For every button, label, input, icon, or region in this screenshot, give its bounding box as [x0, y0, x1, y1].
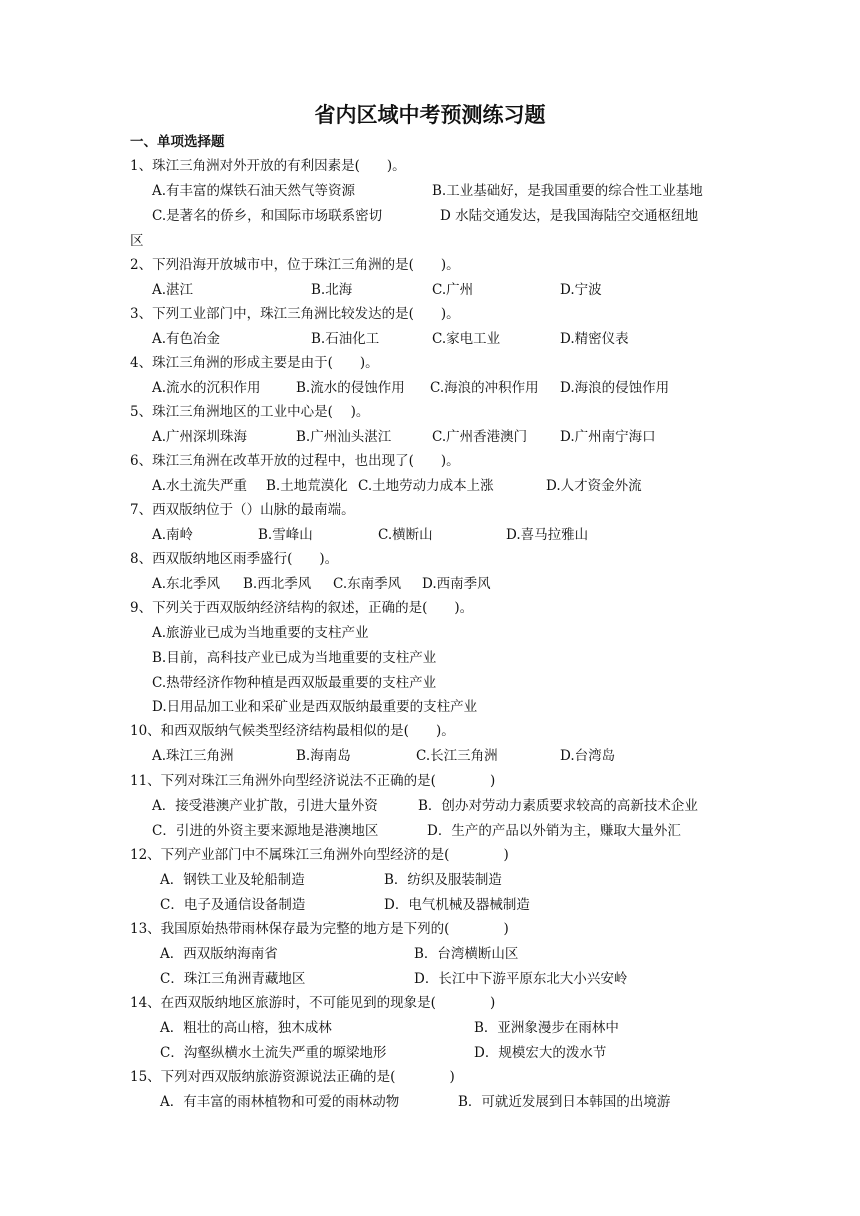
question-14-option-d: D．规模宏大的泼水节: [474, 1045, 607, 1061]
question-7-stem: 7、西双版纳位于（）山脉的最南端。: [130, 502, 355, 518]
question-2-stem: 2、下列沿海开放城市中，位于珠江三角洲的是( )。: [130, 257, 460, 273]
question-11-stem: 11、下列对珠江三角洲外向型经济说法不正确的是( ): [130, 773, 496, 789]
question-6-option-c: C.土地劳动力成本上涨: [358, 478, 494, 494]
question-2-option-d: D.宁波: [560, 282, 602, 298]
question-1-stem: 1、珠江三角洲对外开放的有利因素是( )。: [130, 158, 406, 174]
question-7-option-c: C.横断山: [378, 527, 433, 543]
question-5-stem: 5、珠江三角洲地区的工业中心是( )。: [130, 404, 370, 420]
question-15-stem: 15、下列对西双版纳旅游资源说法正确的是( ): [130, 1069, 455, 1085]
question-10-stem: 10、和西双版纳气候类型经济结构最相似的是( )。: [130, 723, 455, 739]
question-12-option-c: C．电子及通信设备制造: [160, 897, 306, 913]
question-1-option-d: D 水陆交通发达，是我国海陆空交通枢纽地: [440, 208, 699, 224]
question-13-stem: 13、我国原始热带雨林保存最为完整的地方是下列的( ): [130, 921, 509, 937]
question-2-option-a: A.湛江: [152, 282, 194, 298]
question-4-stem: 4、珠江三角洲的形成主要是由于( )。: [130, 355, 379, 371]
question-9-stem: 9、下列关于西双版纳经济结构的叙述，正确的是( )。: [130, 600, 474, 616]
question-9-option-b: B.目前，高科技产业已成为当地重要的支柱产业: [152, 650, 437, 666]
question-13-option-a: A．西双版纳海南省: [160, 946, 278, 962]
question-9-option-d: D.日用品加工业和采矿业是西双版纳最重要的支柱产业: [152, 699, 478, 715]
question-3-option-c: C.家电工业: [432, 331, 501, 347]
question-8-option-c: C.东南季风: [333, 576, 402, 592]
question-14-option-b: B．亚洲象漫步在雨林中: [474, 1020, 619, 1036]
question-1-option-d-wrap: 区: [130, 233, 144, 249]
page-title: 省内区域中考预测练习题: [314, 103, 546, 127]
question-10-option-d: D.台湾岛: [560, 748, 616, 764]
question-3-option-b: B.石油化工: [311, 331, 380, 347]
question-13-option-b: B．台湾横断山区: [414, 946, 519, 962]
question-15-option-a: A．有丰富的雨林植物和可爱的雨林动物: [160, 1094, 400, 1110]
question-3-option-a: A.有色冶金: [152, 331, 221, 347]
question-15-option-b: B．可就近发展到日本韩国的出境游: [458, 1094, 671, 1110]
question-13-option-c: C．珠江三角洲青藏地区: [160, 971, 306, 987]
question-4-option-c: C.海浪的冲积作用: [430, 380, 539, 396]
question-1-option-b: B.工业基础好，是我国重要的综合性工业基地: [432, 183, 703, 199]
question-1-option-a: A.有丰富的煤铁石油天然气等资源: [152, 183, 356, 199]
question-4-option-a: A.流水的沉积作用: [152, 380, 261, 396]
question-10-option-b: B.海南岛: [296, 748, 351, 764]
question-11-option-d: D．生产的产品以外销为主，赚取大量外汇: [427, 823, 681, 839]
question-7-option-d: D.喜马拉雅山: [506, 527, 589, 543]
question-6-option-d: D.人才资金外流: [546, 478, 642, 494]
question-5-option-d: D.广州南宁海口: [560, 429, 656, 445]
question-8-stem: 8、西双版纳地区雨季盛行( )。: [130, 551, 339, 567]
question-8-option-d: D.西南季风: [422, 576, 491, 592]
question-7-option-a: A.南岭: [152, 527, 194, 543]
question-2-option-c: C.广州: [432, 282, 474, 298]
question-11-option-a: A．接受港澳产业扩散，引进大量外资: [152, 798, 378, 814]
question-6-option-b: B.土地荒漠化: [266, 478, 348, 494]
question-1-option-c: C.是著名的侨乡，和国际市场联系密切: [152, 208, 383, 224]
question-5-option-b: B.广州汕头湛江: [296, 429, 392, 445]
question-9-option-c: C.热带经济作物种植是西双版最重要的支柱产业: [152, 675, 437, 691]
question-8-option-b: B.西北季风: [243, 576, 312, 592]
question-5-option-c: C.广州香港澳门: [432, 429, 528, 445]
question-14-stem: 14、在西双版纳地区旅游时，不可能见到的现象是( ): [130, 995, 496, 1011]
question-12-stem: 12、下列产业部门中不属珠江三角洲外向型经济的是( ): [130, 847, 509, 863]
question-10-option-a: A.珠江三角洲: [152, 748, 234, 764]
question-13-option-d: D．长江中下游平原东北大小兴安岭: [414, 971, 628, 987]
question-2-option-b: B.北海: [311, 282, 353, 298]
question-12-option-a: A．钢铁工业及轮船制造: [160, 872, 305, 888]
question-5-option-a: A.广州深圳珠海: [152, 429, 248, 445]
question-11-option-c: C．引进的外资主要来源地是港澳地区: [152, 823, 379, 839]
question-4-option-d: D.海浪的侵蚀作用: [560, 380, 670, 396]
question-6-stem: 6、珠江三角洲在改革开放的过程中，也出现了( )。: [130, 453, 460, 469]
question-3-option-d: D.精密仪表: [560, 331, 629, 347]
question-4-option-b: B.流水的侵蚀作用: [296, 380, 405, 396]
question-14-option-c: C．沟壑纵横水土流失严重的塬梁地形: [160, 1045, 387, 1061]
question-14-option-a: A．粗壮的高山榕，独木成林: [160, 1020, 332, 1036]
question-9-option-a: A.旅游业已成为当地重要的支柱产业: [152, 625, 369, 641]
question-10-option-c: C.长江三角洲: [416, 748, 498, 764]
question-6-option-a: A.水土流失严重: [152, 478, 248, 494]
question-7-option-b: B.雪峰山: [258, 527, 313, 543]
question-8-option-a: A.东北季风: [152, 576, 221, 592]
section-heading: 一、单项选择题: [130, 134, 225, 150]
question-11-option-b: B．创办对劳动力素质要求较高的高新技术企业: [418, 798, 698, 814]
question-3-stem: 3、下列工业部门中，珠江三角洲比较发达的是( )。: [130, 306, 460, 322]
question-12-option-b: B．纺织及服装制造: [384, 872, 502, 888]
question-12-option-d: D．电气机械及器械制造: [384, 897, 530, 913]
